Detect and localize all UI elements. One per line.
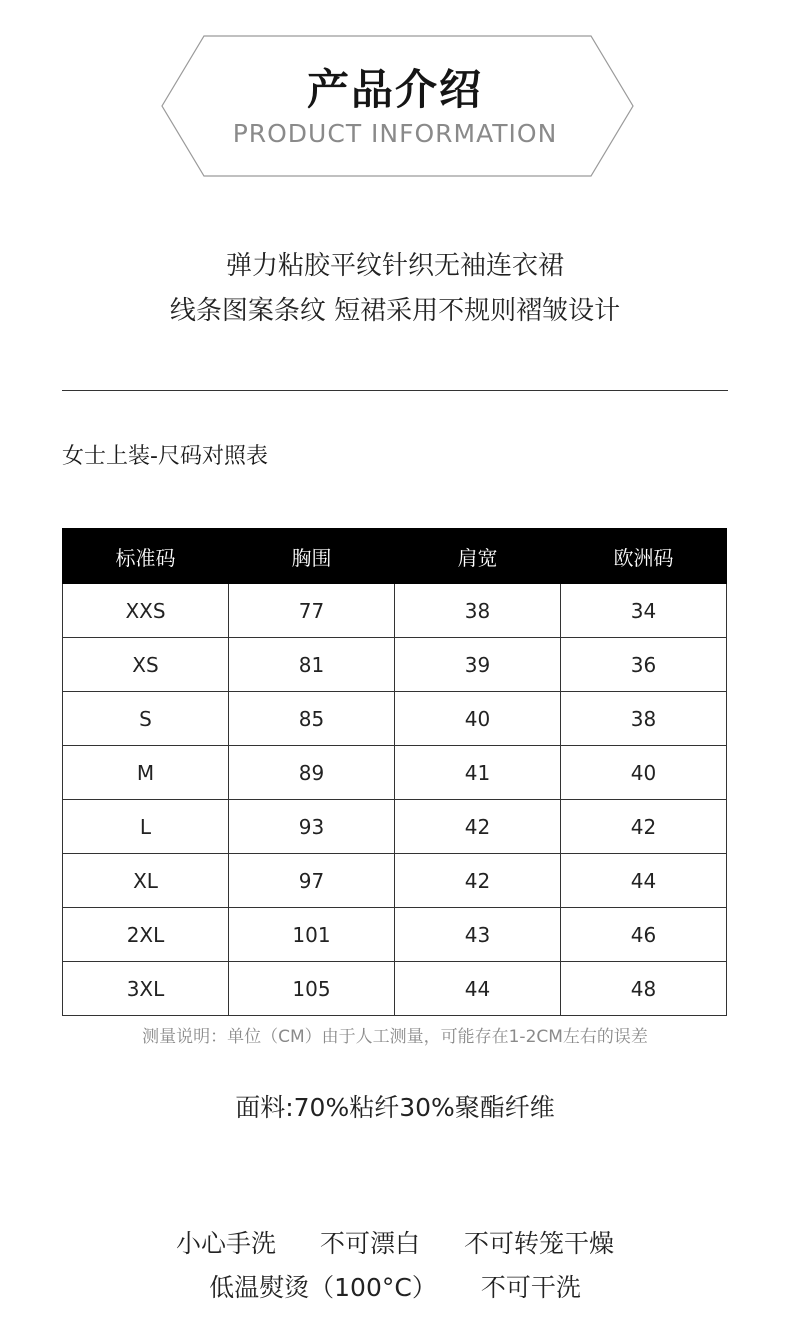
care-low-iron: 低温熨烫（100°C） <box>209 1273 437 1302</box>
cell-bust: 93 <box>229 800 395 854</box>
table-row <box>63 854 727 908</box>
cell-shoulder: 42 <box>395 854 561 908</box>
page-subtitle: PRODUCT INFORMATION <box>232 119 558 148</box>
section-divider <box>62 390 728 391</box>
cell-shoulder: 43 <box>395 908 561 962</box>
cell-eu-size: 38 <box>561 692 727 746</box>
column-header-eu-size: 欧洲码 <box>561 529 727 584</box>
cell-eu-size: 40 <box>561 746 727 800</box>
cell-eu-size: 36 <box>561 638 727 692</box>
table-row <box>63 800 727 854</box>
cell-size: XXS <box>63 584 229 638</box>
cell-bust: 89 <box>229 746 395 800</box>
cell-shoulder: 40 <box>395 692 561 746</box>
cell-eu-size: 34 <box>561 584 727 638</box>
cell-size: 3XL <box>63 962 229 1016</box>
cell-eu-size: 42 <box>561 800 727 854</box>
care-no-bleach: 不可漂白 <box>319 1229 420 1258</box>
cell-shoulder: 44 <box>395 962 561 1016</box>
cell-size: 2XL <box>63 908 229 962</box>
cell-bust: 97 <box>229 854 395 908</box>
cell-shoulder: 39 <box>395 638 561 692</box>
cell-shoulder: 41 <box>395 746 561 800</box>
fabric-composition: 面料:70%粘纤30%聚酯纤维 <box>235 1093 555 1122</box>
size-chart-table <box>62 528 727 1016</box>
cell-size: XL <box>63 854 229 908</box>
cell-eu-size: 46 <box>561 908 727 962</box>
measurement-note: 测量说明：单位（CM）由于人工测量，可能存在1-2CM左右的误差 <box>142 1027 648 1047</box>
care-instructions-row-1 <box>0 1226 790 1262</box>
product-description-line-1: 弹力粘胶平纹针织无袖连衣裙 <box>225 251 564 281</box>
table-row <box>63 638 727 692</box>
care-hand-wash: 小心手洗 <box>175 1229 276 1258</box>
table-row <box>63 746 727 800</box>
cell-size: XS <box>63 638 229 692</box>
care-instructions-row-2 <box>0 1270 790 1306</box>
cell-bust: 85 <box>229 692 395 746</box>
table-row <box>63 692 727 746</box>
column-header-bust: 胸围 <box>229 529 395 584</box>
cell-bust: 105 <box>229 962 395 1016</box>
product-description-line-2: 线条图案条纹 短裙采用不规则褶皱设计 <box>169 296 621 326</box>
cell-size: S <box>63 692 229 746</box>
table-row <box>63 908 727 962</box>
size-chart-title: 女士上装-尺码对照表 <box>62 444 268 469</box>
column-header-standard-size: 标准码 <box>63 529 229 584</box>
cell-eu-size: 44 <box>561 854 727 908</box>
column-header-shoulder: 肩宽 <box>395 529 561 584</box>
table-row <box>63 584 727 638</box>
care-no-dry-clean: 不可干洗 <box>480 1273 581 1302</box>
table-header-row <box>63 529 727 584</box>
cell-size: M <box>63 746 229 800</box>
cell-shoulder: 42 <box>395 800 561 854</box>
cell-size: L <box>63 800 229 854</box>
table-row <box>63 962 727 1016</box>
care-no-tumble-dry: 不可转笼干燥 <box>464 1229 615 1258</box>
cell-shoulder: 38 <box>395 584 561 638</box>
page-title: 产品介绍 <box>306 65 483 114</box>
cell-bust: 81 <box>229 638 395 692</box>
cell-bust: 77 <box>229 584 395 638</box>
cell-eu-size: 48 <box>561 962 727 1016</box>
cell-bust: 101 <box>229 908 395 962</box>
